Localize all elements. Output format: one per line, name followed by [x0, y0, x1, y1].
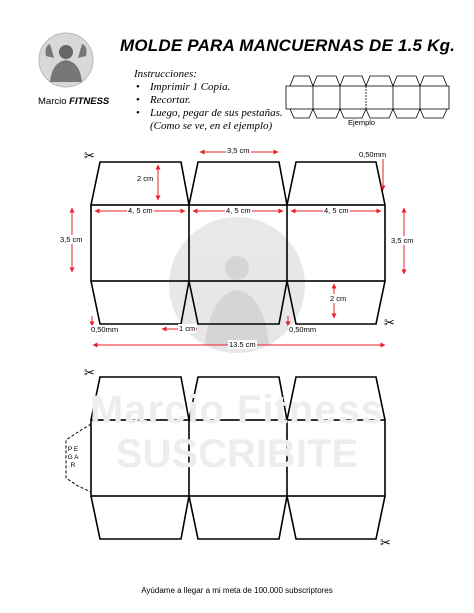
- example-template: [286, 76, 449, 118]
- dim-top-width: 3,5 cm: [227, 146, 250, 155]
- brand-name-bold: FITNESS: [69, 96, 110, 107]
- dim-body-width-2: 4, 5 cm: [226, 206, 251, 215]
- instruction-step: • Imprimir 1 Copia.: [134, 81, 283, 94]
- brand-name-regular: Marcio: [38, 96, 67, 107]
- instructions-heading: Instrucciones:: [134, 68, 197, 80]
- dim-margin-bottom-left: 0,50mm: [91, 325, 119, 334]
- dim-gap: 1 cm: [179, 324, 196, 333]
- scissors-icon: ✂: [384, 315, 395, 330]
- dim-total-width: 13.5 cm: [229, 340, 256, 349]
- example-label: Ejemplo: [348, 118, 376, 127]
- footer-text: Ayúdame a llegar a mi meta de 100.000 subscriptores: [141, 586, 333, 595]
- instructions-list: [134, 81, 283, 133]
- dim-body-height-left: 3,5 cm: [60, 235, 83, 244]
- glue-label: P E G A R: [67, 446, 79, 469]
- scissors-icon: ✂: [84, 365, 95, 380]
- scissors-icon: ✂: [380, 535, 391, 550]
- page-title: MOLDE PARA MANCUERNAS DE 1.5 Kg.: [120, 36, 456, 55]
- dim-body-height-right: 3,5 cm: [391, 236, 414, 245]
- dim-margin-top-right: 0,50mm: [359, 150, 387, 159]
- dim-tab-height-bottom: 2 cm: [330, 294, 347, 303]
- watermark-line2: SUSCRIBITE: [115, 432, 359, 476]
- dim-body-width-3: 4, 5 cm: [324, 206, 349, 215]
- dim-margin-middle: 0,50mm: [289, 325, 317, 334]
- watermark-line1: Marcio Fitness: [89, 388, 385, 432]
- brand-name: [38, 96, 109, 107]
- instruction-step: • Luego, pegar de sus pestañas.: [134, 107, 283, 120]
- scissors-icon: ✂: [84, 148, 95, 163]
- dim-tab-height: 2 cm: [137, 174, 154, 183]
- dim-body-width-1: 4, 5 cm: [128, 206, 153, 215]
- brand-logo: [39, 33, 93, 87]
- instruction-step: • Recortar.: [134, 94, 283, 107]
- instruction-note: (Como se ve, en el ejemplo): [150, 120, 273, 132]
